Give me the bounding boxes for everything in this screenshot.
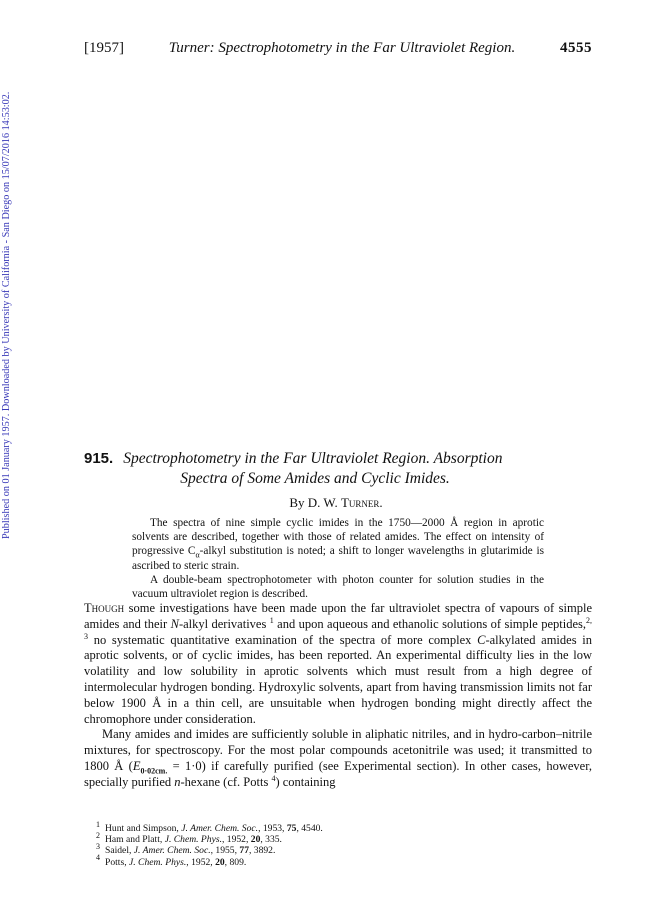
abstract-paragraph-2: A double-beam spectrophotometer with photon counter for solution studies in the vacuum ultraviolet region is described. [132,573,544,601]
footnote: $^1$ Hunt and Simpson, J. Amer. Chem. Soc., 1953, 75, 4540. [96,819,323,834]
running-head [84,40,592,57]
body-paragraph-1: Though some investigations have been made upon the far ultraviolet spectra of vapours of simple amides and their N-alkyl derivatives $^1$ and upon aqueous and ethanolic solutions of simple peptides,$^{2, 3}$ no systematic quantitative examination of the spectra of more complex C-alkylated amides in aprotic solvents, or of cyclic imides, has been reported. An experimental difficulty lies in the low volatility and low solubility in aprotic solvents which must result from a high degree of intermolecular hydrogen bonding. Hydroxylic solvents, apart from having transmission limits not far below 1900 Å in a thin cell, are unsuitable when hydrogen bonding might directly affect the chromophore under consideration. [84,601,592,726]
title-line-2: Spectra of Some Amides and Cyclic Imides. [180,470,450,487]
footnote: $^2$ Ham and Platt, J. Chem. Phys., 1952, 20, 335. [96,831,282,846]
page-number: 4555 [559,40,592,56]
download-watermark: Published on 01 January 1957. Downloaded by University of California - San Diego on 15/07/2016 14:53:02. [1,91,12,539]
footnotes [96,819,576,868]
title-line-1: Spectrophotometry in the Far Ultraviolet Region. Absorption [123,450,503,467]
running-head-title: Turner: Spectrophotometry in the Far Ultraviolet Region. [168,40,516,56]
article-number: 915. [84,450,114,467]
footnote: $^4$ Potts, J. Chem. Phys., 1952, 20, 809. [96,853,247,868]
reference-marker: 1 [269,615,274,625]
footnote: $^3$ Saidel, J. Amer. Chem. Soc., 1955, 77, 3892. [96,842,276,857]
abstract [132,516,544,601]
body-text [84,601,592,791]
abstract-paragraph-1: The spectra of nine simple cyclic imides in the 1750—2000 Å region in aprotic solvents are described, together with those of related amides. The effect on intensity of progressive $C_\alpha$-alkyl substitution is noted; a shift to longer wavelengths in glutarimide is ascribed to steric strain. [132,517,545,572]
author-prefix: By D. W. [289,495,338,510]
author-surname: Turner. [340,495,383,510]
author-line [84,495,592,511]
reference-marker: 2, 3 [84,615,592,641]
body-paragraph-2: Many amides and imides are sufficiently soluble in aliphatic nitriles, and in hydro-carbon–nitrile mixtures, for spectroscopy. For the most polar compounds acetonitrile was used; it transmitted to 1800 Å $(E_{0\cdot 02cm.} = 1\cdot 0)$ if carefully purified (see Experimental section). In other cases, however, specially purified n-hexane (cf. Potts $^4$) containing [84,727,592,789]
reference-marker: 4 [271,773,276,783]
running-head-year: [1957] [84,40,124,56]
article-header [84,449,592,511]
article-title [84,449,592,469]
